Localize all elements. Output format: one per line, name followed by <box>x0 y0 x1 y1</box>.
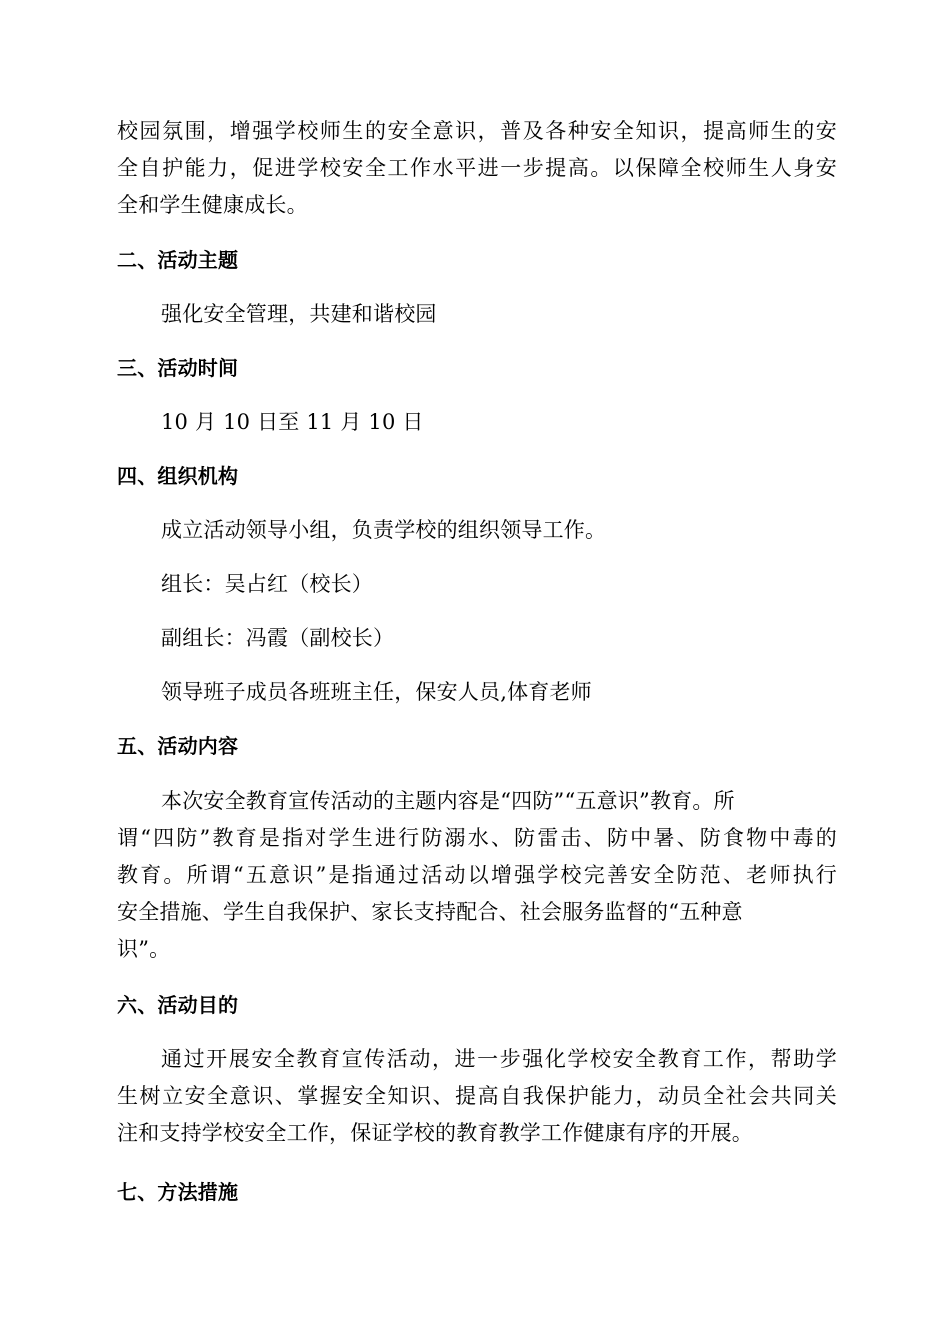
time-text: 10 月 10 日至 11 月 10 日 <box>161 410 424 434</box>
purpose-line-1: 通过开展安全教育宣传活动，进一步强化学校安全教育工作，帮助学 <box>161 1047 837 1071</box>
content-line-3: 教育。所谓“五意识”是指通过活动以增强学校完善安全防范、老师执行 <box>117 863 837 887</box>
organization-line-1: 成立活动领导小组，负责学校的组织领导工作。 <box>161 518 607 542</box>
theme-text: 强化安全管理，共建和谐校园 <box>161 302 437 326</box>
content-line-5: 识”。 <box>117 937 171 961</box>
organization-line-2: 组长：吴占红（校长） <box>161 572 373 596</box>
content-line-1: 本次安全教育宣传活动的主题内容是“四防”“五意识”教育。所 <box>161 789 735 813</box>
purpose-line-2: 生树立安全意识、掌握安全知识、提高自我保护能力，动员全社会共同关 <box>117 1084 837 1108</box>
section-heading-content: 五、活动内容 <box>117 734 239 758</box>
intro-line-3: 全和学生健康成长。 <box>117 193 308 217</box>
section-heading-methods: 七、方法措施 <box>117 1180 239 1204</box>
intro-line-1: 校园氛围，增强学校师生的安全意识，普及各种安全知识，提高师生的安 <box>117 119 837 143</box>
organization-line-4: 领导班子成员各班班主任，保安人员,体育老师 <box>161 680 592 704</box>
content-line-4: 安全措施、学生自我保护、家长支持配合、社会服务监督的“五种意 <box>117 900 743 924</box>
section-heading-organization: 四、组织机构 <box>117 464 239 488</box>
section-heading-time: 三、活动时间 <box>117 356 239 380</box>
section-heading-purpose: 六、活动目的 <box>117 993 239 1017</box>
purpose-line-3: 注和支持学校安全工作，保证学校的教育教学工作健康有序的开展。 <box>117 1121 753 1145</box>
content-line-2: 谓“四防”教育是指对学生进行防溺水、防雷击、防中暑、防食物中毒的 <box>117 826 837 850</box>
intro-line-2: 全自护能力，促进学校安全工作水平进一步提高。以保障全校师生人身安 <box>117 156 837 180</box>
section-heading-theme: 二、活动主题 <box>117 248 239 272</box>
organization-line-3: 副组长：冯霞（副校长） <box>161 626 395 650</box>
